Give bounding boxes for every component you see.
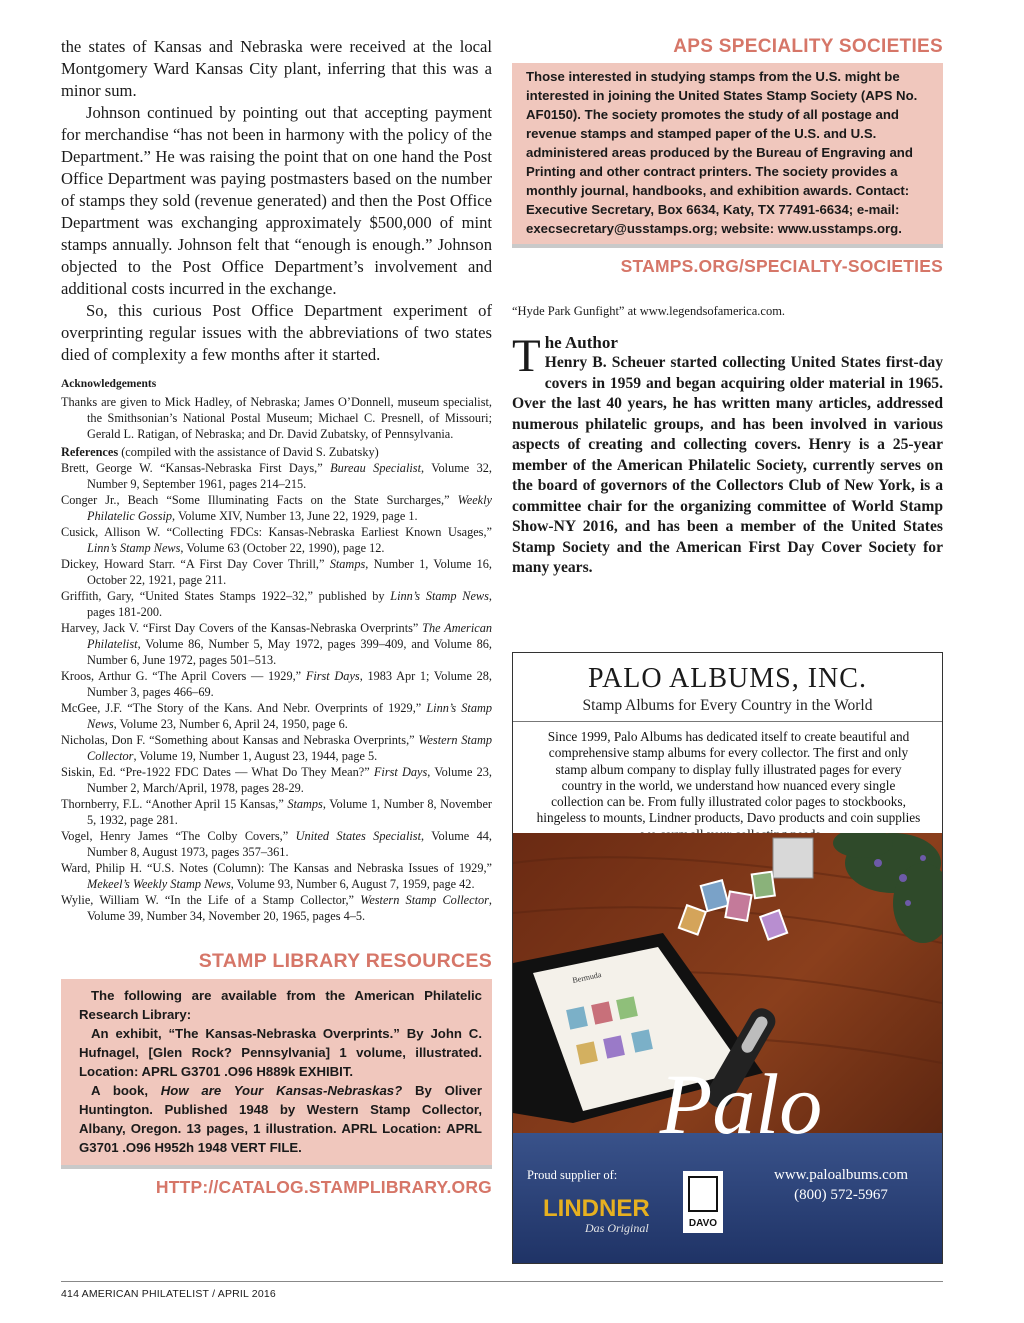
library-sidebar — [61, 950, 492, 1198]
reference-text: Conger Jr., Beach “Some Illuminating Facts on the State Surcharges,” — [61, 493, 458, 507]
reference-publication: Stamps — [287, 797, 323, 811]
paragraph-3: So, this curious Post Office Department experiment of overprinting regular issues with the abbreviations of two states died of complexity a few months after it started. — [61, 301, 492, 364]
references-heading — [61, 444, 492, 460]
reference-publication: Western Stamp Collector — [87, 733, 492, 763]
library-item-book-title: How are Your Kansas-Nebraskas? — [160, 1083, 403, 1098]
library-intro: The following are available from the American Philatelic Research Library: — [79, 988, 482, 1022]
reference-publication: Linn’s Stamp News — [87, 541, 181, 555]
aps-sidebar — [512, 36, 943, 277]
reference-text: Ward, Philip H. “U.S. Notes (Column): The Kansas and Nebraska Issues of 1929,” — [61, 861, 492, 875]
aps-title: APS SPECIALITY SOCIETIES — [673, 36, 943, 57]
author-text: Henry B. Scheuer started collecting United States first-day covers in 1959 and began acquiring older material in 1965. Over the last 40 years, he has written many articles, addressed numerous philatelic groups, and has been involved in various aspects of creating and collecting covers. Henry is a 25-year member of the American Philatelic Society, currently serves on the board of governors of the Collectors Club of New York, is a committee chair for the organizing committee of World Stamp Show-NY 2016, and has been a member of the United States Stamp Society and the American First Day Cover Society for many years. — [512, 354, 943, 576]
reference-text: Cusick, Allison W. “Collecting FDCs: Kansas-Nebraska Earliest Known Usages,” — [61, 525, 492, 539]
reference-details: , Volume 23, Number 6, April 24, 1950, page 6. — [113, 717, 348, 731]
ad-divider — [513, 721, 942, 722]
reference-item — [61, 796, 492, 828]
paragraph-1: the states of Kansas and Nebraska were received at the local Montgomery Ward Kansas City plant, inferring that this was a minor sum. — [61, 37, 492, 100]
proud-supplier: Proud supplier of: — [527, 1168, 618, 1182]
reference-item — [61, 524, 492, 556]
library-item-exhibit: An exhibit, “The Kansas-Nebraska Overprints.” By John C. Hufnagel, [Glen Rock? Pennsylvania] 1 volume, illustrated. Location: APRL G3701 .O96 H889k EXHIBIT. — [79, 1026, 482, 1079]
reference-details: , Number 1, Volume 16, October 22, 1921, page 211. — [87, 557, 492, 587]
reference-details: , Volume 93, Number 6, August 7, 1959, page 42. — [230, 877, 475, 891]
reference-text: Thornberry, F.L. “Another April 15 Kansas,” — [61, 797, 288, 811]
reference-details: , Volume 86, Number 5, May 1972, pages 399–409, and Volume 86, Number 6, June 1972, pages 501–513. — [87, 637, 492, 667]
reference-details: , Volume 63 (October 22, 1990), page 12. — [180, 541, 385, 555]
lindner-logo: LINDNER — [543, 1195, 650, 1222]
reference-item — [61, 460, 492, 492]
ad-body: Since 1999, Palo Albums has dedicated itself to create beautiful and comprehensive stamp albums for every collector. The first and only stamp album company to display fully illustrated pages for every country in the world, we understand how nuanced every single collection can be. From fully illustrated color pages to stockbooks, hingeless to mounts, Lindner products, Davo products and coin supplies — [536, 729, 921, 826]
ad-phone: (800) 572-5967 — [794, 1187, 888, 1203]
reference-details: , Volume XIV, Number 13, June 22, 1929, page 1. — [172, 509, 418, 523]
reference-publication: The American Philatelist — [87, 621, 492, 651]
library-link[interactable]: HTTP://CATALOG.STAMPLIBRARY.ORG — [155, 1177, 492, 1197]
reference-text: Nicholas, Don F. “Something about Kansas and Nebraska Overprints,” — [61, 733, 419, 747]
library-item-book-post: By Oliver Huntington. Published 1948 by Western Stamp Collector, Albany, Oregon. 13 pages, 1 illustration. APRL Location: APRL G3701 .O96 H952h 1948 VERT FILE. — [79, 1083, 482, 1155]
reference-item — [61, 668, 492, 700]
lindner-tagline: Das Original — [585, 1221, 649, 1235]
reference-details: , pages 181-200. — [87, 589, 492, 619]
reference-item — [61, 556, 492, 588]
reference-item — [61, 732, 492, 764]
acknowledgements-text: Thanks are given to Mick Hadley, of Nebraska; James O’Donnell, museum specialist, the Smithsonian’s National Postal Museum; Michael C. Presnell, of Missouri; Gerald L. Ratigan, of Nebraska; and Dr. David Zubatsky, of Pennsylvania. — [61, 395, 492, 441]
reference-text: Wylie, William W. “In the Life of a Stamp Collector,” — [61, 893, 361, 907]
reference-text: Griffith, Gary, “United States Stamps 1922–32,” published by — [61, 589, 391, 603]
references-subtitle: (compiled with the assistance of David S. Zubatsky) — [118, 445, 379, 459]
reference-list — [61, 460, 492, 924]
reference-text: Brett, George W. “Kansas-Nebraska First Days,” — [61, 461, 331, 475]
reference-publication: Linn’s Stamp News — [87, 701, 493, 731]
footer-rule — [61, 1281, 943, 1282]
reference-publication: Linn’s Stamp News — [390, 589, 489, 603]
ad-website[interactable]: www.paloalbums.com — [773, 1167, 909, 1183]
ad-title: PALO ALBUMS, INC. — [588, 663, 867, 694]
aps-box — [512, 63, 943, 248]
image-caption: “Hyde Park Gunfight” at www.legendsofamerica.com. — [512, 304, 786, 318]
library-item-book-pre: A book, — [91, 1083, 161, 1098]
library-item-book — [79, 1081, 482, 1157]
reference-text: Kroos, Arthur G. “The April Covers — 1929,” — [61, 669, 306, 683]
reference-details: , Volume 39, Number 34, November 20, 1965, pages 4–5. — [87, 893, 492, 923]
aps-link[interactable]: STAMPS.ORG/SPECIALTY-SOCIETIES — [620, 256, 943, 276]
reference-text: Harvey, Jack V. “First Day Covers of the Kansas-Nebraska Overprints” — [61, 621, 423, 635]
reference-item — [61, 700, 492, 732]
palo-albums-ad[interactable] — [512, 652, 943, 1264]
ad-photo — [513, 833, 942, 1264]
reference-item — [61, 492, 492, 524]
right-column — [512, 36, 943, 579]
reference-item — [61, 620, 492, 668]
acknowledgements-title: Acknowledgements — [61, 378, 157, 390]
ad-subtitle: Stamp Albums for Every Country in the World — [582, 697, 873, 714]
reference-publication: Western Stamp Collector — [360, 893, 489, 907]
reference-item — [61, 764, 492, 796]
reference-text: Dickey, Howard Starr. “A First Day Cover Thrill,” — [61, 557, 330, 571]
left-column — [61, 36, 492, 1198]
reference-publication: Mekeel’s Weekly Stamp News — [87, 877, 231, 891]
reference-text: McGee, J.F. “The Story of the Kans. And Nebr. Overprints of 1929,” — [61, 701, 427, 715]
references-title: References — [61, 445, 119, 459]
reference-details: , 1983 Apr 1; Volume 28, Number 3, pages 466–69. — [87, 669, 493, 699]
author-bio — [512, 330, 943, 579]
reference-publication: Stamps — [329, 557, 366, 571]
reference-publication: Bureau Specialist — [330, 461, 421, 475]
reference-text: Siskin, Ed. “Pre-1922 FDC Dates — What Do They Mean?” — [61, 765, 374, 779]
reference-publication: United States Specialist — [295, 829, 421, 843]
reference-publication: First Days — [373, 765, 428, 779]
album-page-label: Bermuda — [571, 970, 603, 985]
reference-item — [61, 588, 492, 620]
author-title: he Author — [544, 333, 618, 352]
reference-details: , Volume 23, Number 2, March/April, 1978, pages 28-29. — [87, 765, 492, 795]
reference-details: , Volume 19, Number 1, August 23, 1944, page 5. — [133, 749, 378, 763]
library-box — [61, 979, 492, 1169]
reference-details: , Volume 1, Number 8, November 5, 1932, page 281. — [87, 797, 492, 827]
davo-text: DAVO — [688, 1218, 718, 1229]
reference-details: , Volume 44, Number 8, August 1973, pages 357–361. — [87, 829, 492, 859]
stamp-box — [773, 838, 813, 878]
author-dropcap: T — [512, 330, 541, 382]
reference-text: Vogel, Henry James “The Colby Covers,” — [61, 829, 296, 843]
reference-item — [61, 892, 492, 924]
reference-publication: First Days — [305, 669, 360, 683]
reference-item — [61, 860, 492, 892]
library-title: STAMP LIBRARY RESOURCES — [198, 950, 492, 972]
reference-item — [61, 828, 492, 860]
reference-publication: Weekly Philatelic Gossip — [87, 493, 492, 523]
paragraph-2: Johnson continued by pointing out that accepting payment for merchandise “has not been in harmony with the policy of the Department.” He was raising the point that on one hand the Post Office Department was paying postmasters based on the number of stamps they sold (revenue generated) and then the Post Office Department was exchanging approximately $500,000 of mint stamps annually. Johnson felt that “enough is enough.” Johnson objected to the Post Office Department’s involvement and additional costs incurred in the exchange. — [61, 103, 492, 298]
article-body — [61, 36, 492, 366]
aps-text: Those interested in studying stamps from the U.S. might be interested in joining the United States Stamp Society (APS No. AF0150). The society promotes the study of all postage and revenue stamps and stamped paper of the U.S. and U.S. administered areas produced by the Bureau of Engraving and Printing and other contract printers. The society provides a monthly journal, handbooks, and exhibition awards. Contact: Executive Secretary, Box 6634, Katy, TX 77491-6634; e-mail: execsecretary@usstamps.org; website: www.usstamps.org. — [526, 69, 918, 236]
page-footer: 414 AMERICAN PHILATELIST / APRIL 2016 — [61, 1288, 276, 1300]
reference-details: , Volume 32, Number 9, September 1961, pages 214–215. — [87, 461, 492, 491]
palo-logo: Palo — [659, 1056, 823, 1152]
